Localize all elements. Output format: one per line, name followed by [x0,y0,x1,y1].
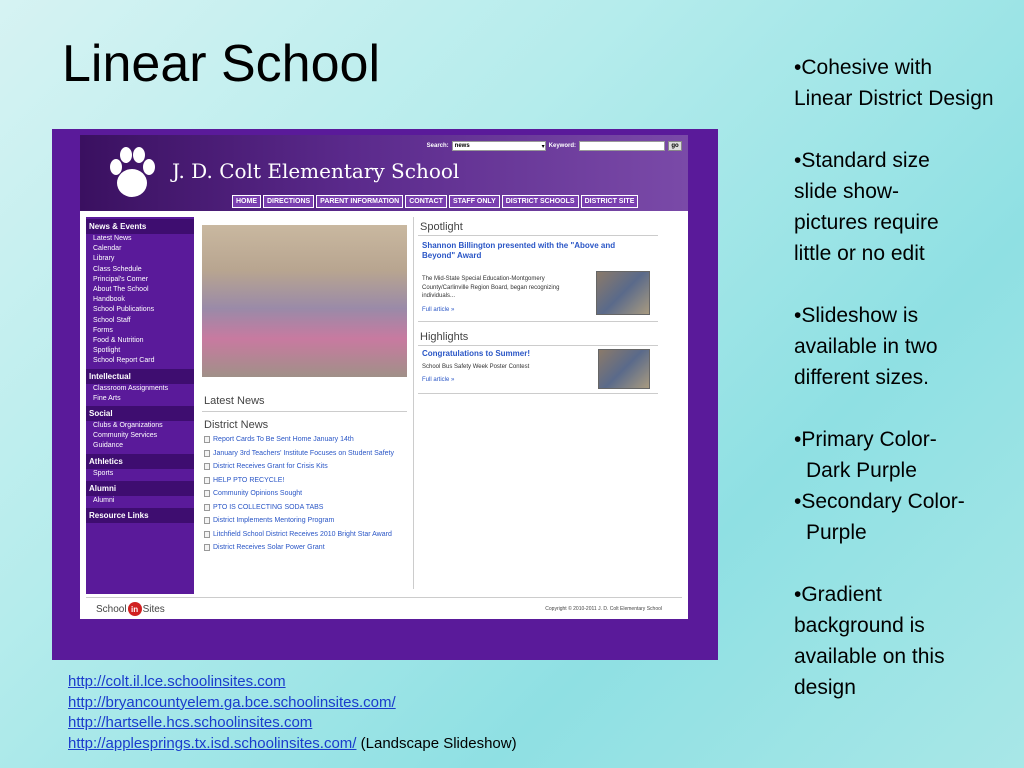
list-item[interactable] [204,449,404,458]
news-link[interactable]: January 3rd Teachers' Institute Focuses on Student Safety [213,449,394,457]
document-icon [204,504,210,511]
news-link[interactable]: District Receives Grant for Crisis Kits [213,463,328,470]
list-item[interactable] [204,476,404,485]
document-icon [204,477,210,484]
nav-contact[interactable]: CONTACT [405,195,447,208]
bullet-line: background is [794,614,925,637]
nav-district-site[interactable]: DISTRICT SITE [581,195,639,208]
sidebar-item[interactable]: Classroom Assignments [93,384,169,392]
sidebar [86,217,194,594]
example-link[interactable]: http://applesprings.tx.isd.schoolinsites.com/ [68,734,357,752]
nav-district-schools[interactable]: DISTRICT SCHOOLS [502,195,579,208]
sidebar-item[interactable]: Forms [93,326,113,334]
bullet-line: •Cohesive with [794,56,933,79]
keyword-label: Keyword: [548,143,576,149]
document-icon [204,436,210,443]
bullet-line: •Secondary Color- [794,490,965,513]
sidebar-item[interactable]: Fine Arts [93,394,121,402]
site-footer [86,597,682,619]
spotlight-thumbnail [596,271,650,315]
search-select[interactable] [452,141,546,151]
copyright-text: Copyright © 2010-2011 J. D. Colt Elementary School [545,606,662,612]
news-link[interactable]: HELP PTO RECYCLE! [213,476,285,484]
list-item[interactable] [204,503,404,512]
sidebar-item[interactable]: Clubs & Organizations [93,422,163,430]
bullet-line: design [794,676,856,699]
highlight-thumbnail [598,349,650,389]
sidebar-item[interactable]: Alumni [93,496,115,504]
bullet-line: •Gradient [794,583,882,606]
website-screenshot [52,129,718,660]
bullet-line: available on this [794,645,945,668]
logo-sites-text: Sites [142,603,165,615]
go-button[interactable]: go [668,141,682,151]
sidebar-item[interactable]: Food & Nutrition [93,337,144,345]
sidebar-heading: Resource Links [86,508,194,523]
school-name: J. D. Colt Elementary School [172,159,460,183]
sidebar-item[interactable]: About The School [93,286,149,294]
bullet-line: little or no edit [794,242,925,265]
sidebar-item[interactable]: Spotlight [93,347,121,355]
district-news-heading: District News [204,419,269,431]
sidebar-item[interactable]: Principal's Corner [93,275,149,283]
sidebar-item[interactable]: Handbook [93,296,125,304]
sidebar-item[interactable]: Library [93,255,115,263]
sidebar-heading: Alumni [86,481,194,496]
bullet-line: •Primary Color- [794,428,937,451]
sidebar-item[interactable]: School Staff [93,316,131,324]
search-value: news [454,143,470,149]
sidebar-heading: News & Events [86,219,194,234]
sidebar-item[interactable]: Community Services [93,432,158,440]
sidebar-heading: Intellectual [86,369,194,384]
sidebar-item[interactable]: School Report Card [93,357,155,365]
document-icon [204,517,210,524]
latest-news-heading: Latest News [204,395,265,407]
logo-school-text: School [96,603,127,615]
sidebar-item[interactable]: School Publications [93,306,155,314]
sidebar-item[interactable]: Guidance [93,442,123,450]
spotlight-title-link[interactable]: Shannon Billington presented with the "Above and Beyond" Award [422,241,616,260]
bullet-line: slide show- [794,180,900,203]
nav-staff-only[interactable]: STAFF ONLY [449,195,500,208]
example-link[interactable]: http://colt.il.lce.schoolinsites.com [68,673,286,690]
document-icon [204,463,210,470]
nav-directions[interactable]: DIRECTIONS [263,195,314,208]
link-note: (Landscape Slideshow) [360,734,517,752]
sidebar-item[interactable]: Latest News [93,235,132,242]
paw-logo-icon [108,143,156,201]
sidebar-item[interactable]: Calendar [93,245,122,253]
list-item[interactable] [204,435,404,444]
highlight-title-link[interactable]: Congratulations to Summer! [422,349,531,358]
bullet-line: available in two [794,335,938,358]
chevron-down-icon: ▾ [541,143,545,150]
spotlight-text: The Mid-State Special Education-Montgomery County/Carlinville Region Board, began recognizing individuals... [422,276,560,299]
search-bar [427,141,682,151]
bullet-line: •Standard size [794,149,930,172]
bullet-line: Linear District Design [794,87,994,110]
nav-home[interactable]: HOME [232,195,261,208]
news-link[interactable]: Community Opinions Sought [213,490,303,497]
sidebar-item[interactable]: Sports [93,469,114,477]
sidebar-heading: Athletics [86,454,194,469]
main-nav [232,195,638,208]
bullet-line: •Slideshow is [794,304,919,327]
highlight-text: School Bus Safety Week Poster Contest [422,364,530,370]
sidebar-heading: Social [86,406,194,421]
list-item[interactable] [204,543,404,552]
list-item[interactable] [204,489,404,498]
bullet-list [794,52,1019,703]
list-item[interactable] [204,516,404,525]
document-icon [204,544,210,551]
document-icon [204,490,210,497]
news-link[interactable]: Report Cards To Be Sent Home January 14th [213,436,354,443]
news-link[interactable]: Litchfield School District Receives 2010 Bright Star Award [213,530,392,538]
keyword-input[interactable] [579,141,665,151]
spotlight-heading: Spotlight [420,221,463,233]
highlights-heading: Highlights [420,331,469,343]
school-website [80,135,688,619]
slideshow-photo [202,225,407,377]
nav-parent-information[interactable]: PARENT INFORMATION [316,195,403,208]
sidebar-item[interactable]: Class Schedule [93,265,142,273]
bullet-line: Dark Purple [806,459,917,482]
schoolinsites-logo[interactable] [96,602,165,616]
news-link[interactable]: PTO IS COLLECTING SODA TABS [213,503,324,511]
list-item[interactable] [204,530,404,539]
list-item[interactable] [204,462,404,471]
example-links [68,672,517,754]
bullet-line: Purple [806,521,867,544]
slide-title: Linear School [62,35,380,93]
bullet-line: different sizes. [794,366,930,389]
full-article-link[interactable]: Full article » [422,307,455,313]
example-link[interactable]: http://bryancountyelem.ga.bce.schoolinsites.com/ [68,693,396,711]
logo-in-text: in [128,602,142,616]
document-icon [204,531,210,538]
full-article-link[interactable]: Full article » [422,377,455,383]
news-link[interactable]: District Receives Solar Power Grant [213,544,325,551]
example-link[interactable]: http://hartselle.hcs.schoolinsites.com [68,714,313,731]
document-icon [204,450,210,457]
bullet-line: pictures require [794,211,939,234]
search-label: Search: [426,143,449,149]
district-news-list [204,435,404,557]
site-header [80,135,688,211]
news-link[interactable]: District Implements Mentoring Program [213,517,335,524]
